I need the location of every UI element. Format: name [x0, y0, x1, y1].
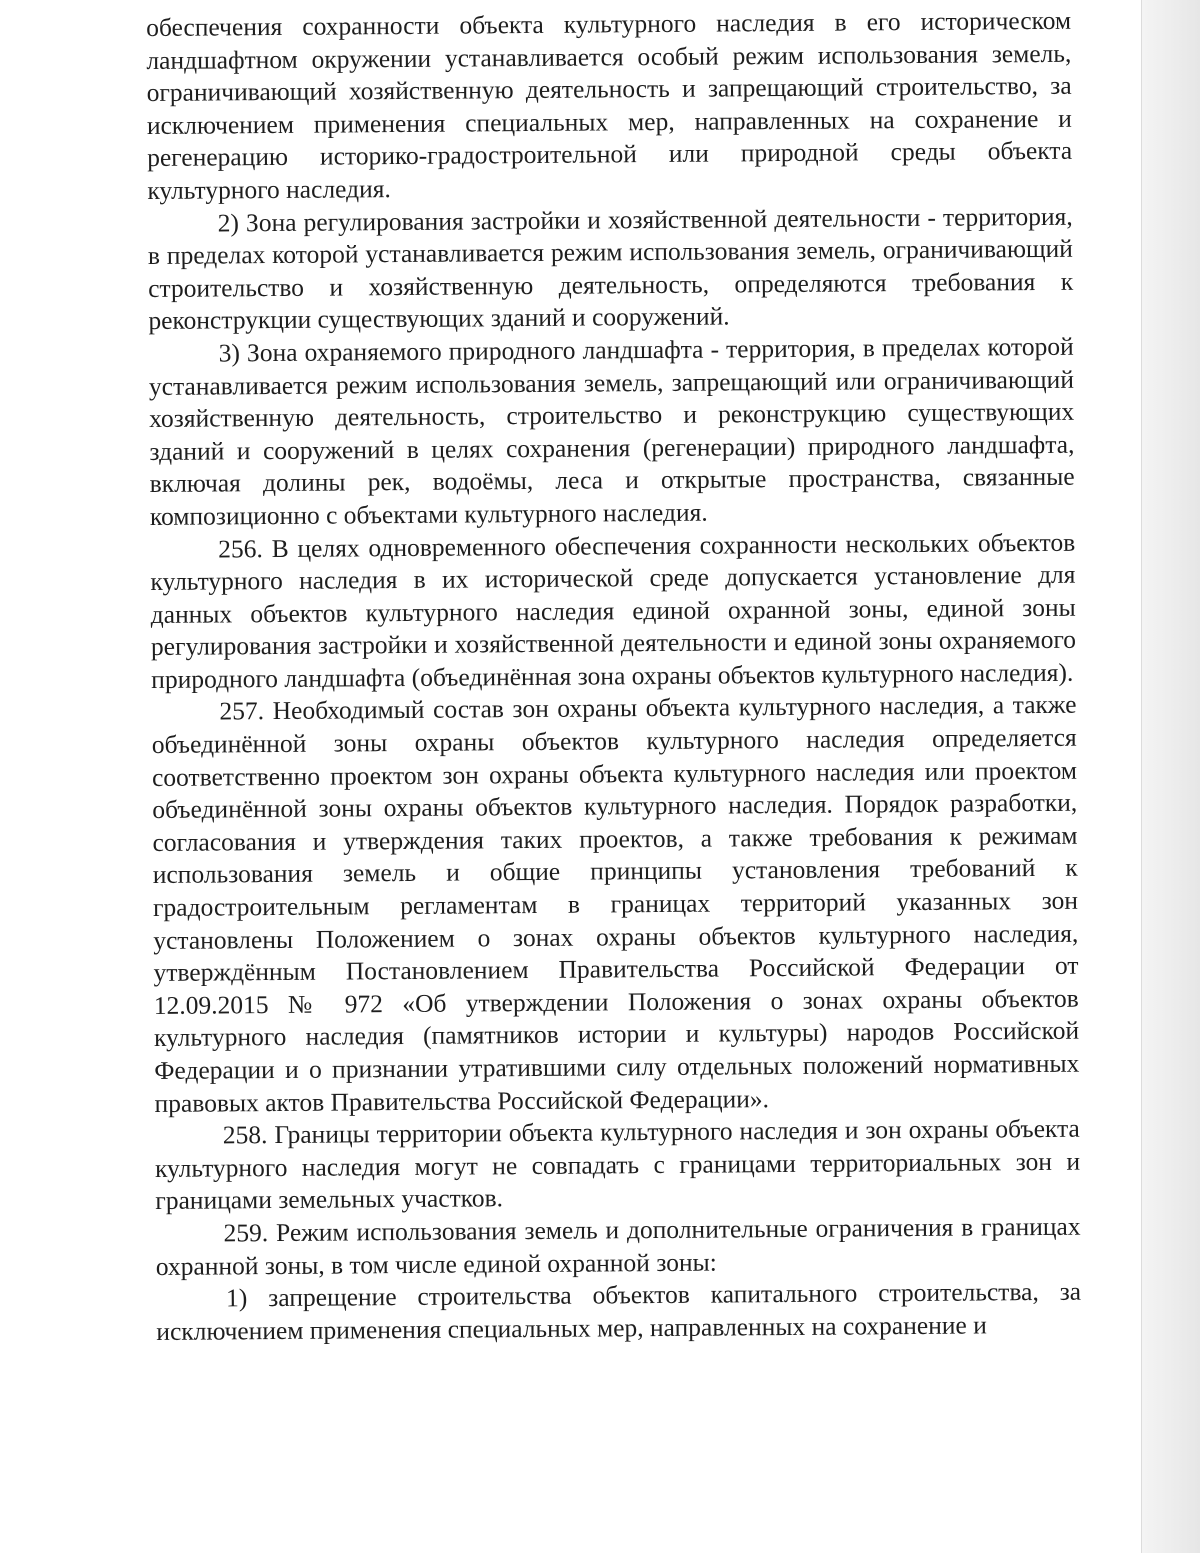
paragraph-256: 256. В целях одновременного обеспечения сохранности нескольких объектов культурного наследия в их исторической среде допускается установление для данных объектов культурного наследия единой охранной зоны, единой зоны регулирования застройки и хозяйственной деятельности и единой зоны охраняемого природного ландшафта (объединённая зона охраны объектов культурного наследия). [150, 527, 1077, 694]
paragraph-257: 257. Необходимый состав зон охраны объекта культурного наследия, а также объединённой зоны охраны объектов культурного наследия определяется соответственно проектом зон охраны объекта культурного наследия или проектом объединённой зоны охраны объектов культурного наследия. Порядок разработки, согласования и утверждения таких проектов, а также требования к режимам использования земель и общие принципы установления требований к градостроительным регламентам в границах территорий указанных зон установлены Положением о зонах охраны объектов культурного наследия, утверждённым Постановлением Правительства Российской Федерации от 12.09.2015 № 972 «Об утверждении Положения о зонах охраны объектов культурного наследия (памятников истории и культуры) народов Российской Федерации и о признании утратившими силу отдельных положений нормативных правовых актов Правительства Российской Федерации». [151, 690, 1080, 1118]
paragraph-258: 258. Границы территории объекта культурного наследия и зон охраны объекта культурного наследия могут не совпадать с границами территориальных зон и границами земельных участков. [154, 1113, 1081, 1216]
paragraph-zone-landscape: 3) Зона охраняемого природного ландшафта - территория, в пределах которой устанавливается режим использования земель, запрещающий или ограничивающий хозяйственную деятельность, строительство и реконструкцию существующих зданий и сооружений в целях сохранения (регенерации) природного ландшафта, включая долины рек, водоёмы, леса и открытые пространства, связанные композиционно с объектами культурного наследия. [148, 331, 1075, 531]
document-body [146, 5, 1081, 1349]
paragraph-259: 259. Режим использования земель и дополнительные ограничения в границах охранной зоны, в том числе единой охранной зоны: [155, 1211, 1081, 1281]
paragraph-259-item-1: 1) запрещение строительства объектов капитального строительства, за исключением применения специальных мер, направленных на сохранение и [156, 1276, 1082, 1346]
scan-page-edge [1141, 0, 1200, 1553]
paragraph-zone-regulation: 2) Зона регулирования застройки и хозяйственной деятельности - территория, в пределах которой устанавливается режим использования земель, ограничивающий строительство и хозяйственную деятельность, определяются требования к реконструкции существующих зданий и сооружений. [147, 201, 1074, 336]
paragraph-continuation: обеспечения сохранности объекта культурного наследия в его историческом ландшафтном окружении устанавливается особый режим использования земель, ограничивающий хозяйственную деятельность и запрещающий строительство, за исключением применения специальных мер, направленных на сохранение и регенерацию историко-градостроительной или природной среды объекта культурного наследия. [146, 5, 1073, 205]
